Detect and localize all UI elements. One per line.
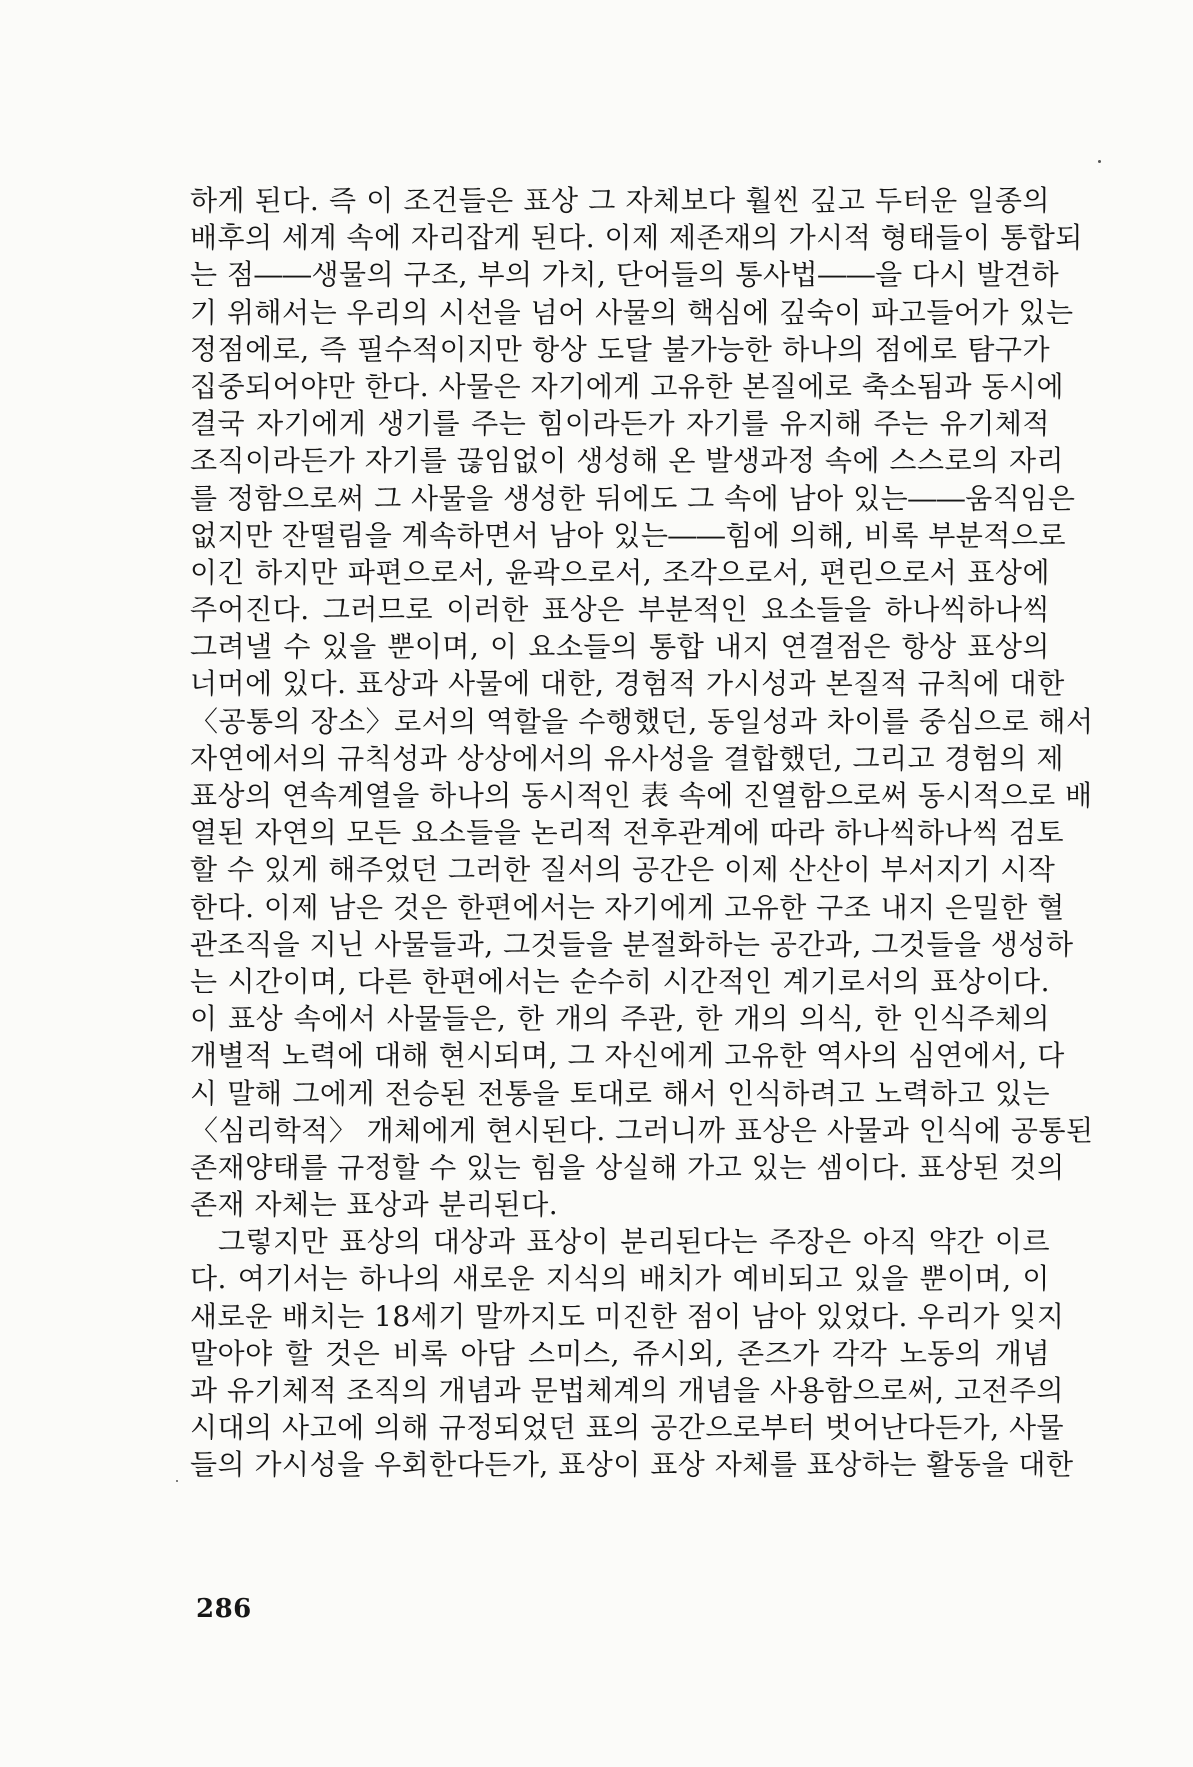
text-line: 존재양태를 규정할 수 있는 힘을 상실해 가고 있는 셈이다. 표상된 것의 [190,1150,1065,1184]
text-line: 들의 가시성을 우회한다든가, 표상이 표상 자체를 표상하는 활동을 대한 [190,1448,1074,1482]
text-line: 주어진다. 그러므로 이러한 표상은 부분적인 요소들을 하나씩하나씩 [190,593,1050,627]
text-line: 그려낼 수 있을 뿐이며, 이 요소들의 통합 내지 연결점은 항상 표상의 [190,630,1050,664]
text-line: 할 수 있게 해주었던 그러한 질서의 공간은 이제 산산이 부서지기 시작 [190,853,1056,887]
text-line: 를 정함으로써 그 사물을 생성한 뒤에도 그 속에 남아 있는――움직임은 [190,481,1076,515]
text-line: 는 점――생물의 구조, 부의 가치, 단어들의 통사법――을 다시 발견하 [190,258,1060,292]
scan-speck [176,1480,178,1482]
text-line: 존재 자체는 표상과 분리된다. [190,1188,559,1222]
text-line: 다. 여기서는 하나의 새로운 지식의 배치가 예비되고 있을 뿐이며, 이 [190,1262,1050,1296]
text-line: 말아야 할 것은 비록 아담 스미스, 쥬시외, 존즈가 각각 노동의 개념 [190,1336,1050,1370]
page-number: 286 [196,1594,252,1624]
text-line: 집중되어야만 한다. 사물은 자기에게 고유한 본질에로 축소됨과 동시에 [190,369,1065,403]
text-line: 결국 자기에게 생기를 주는 힘이라든가 자기를 유지해 주는 유기체적 [190,407,1050,441]
text-line: 〈공통의 장소〉로서의 역할을 수행했던, 동일성과 차이를 중심으로 해서 [190,704,1094,738]
text-line: 는 시간이며, 다른 한편에서는 순수히 시간적인 계기로서의 표상이다. [190,964,1050,998]
text-line: 과 유기체적 조직의 개념과 문법체계의 개념을 사용함으로써, 고전주의 [190,1374,1065,1407]
text-line: 시 말해 그에게 전승된 전통을 토대로 해서 인식하려고 노력하고 있는 [190,1076,1050,1110]
text-line: 새로운 배치는 18세기 말까지도 미진한 점이 남아 있었다. 우리가 잊지 [190,1299,1065,1333]
text-line: 배후의 세계 속에 자리잡게 된다. 이제 제존재의 가시적 형태들이 통합되 [190,221,1083,255]
text-line: 조직이라든가 자기를 끊임없이 생성해 온 발생과정 속에 스스로의 자리 [190,444,1065,478]
text-line: 관조직을 지닌 사물들과, 그것들을 분절화하는 공간과, 그것들을 생성하 [190,927,1074,961]
text-line: 하게 된다. 즉 이 조건들은 표상 그 자체보다 훨씬 깊고 두터운 일종의 [190,184,1050,217]
paragraph [190,1223,1074,1483]
text-line: 이긴 하지만 파편으로서, 윤곽으로서, 조각으로서, 편린으로서 표상에 [190,555,1050,589]
text-line: 없지만 잔떨림을 계속하면서 남아 있는――힘에 의해, 비록 부분적으로 [190,518,1067,552]
paragraph [190,182,1094,1223]
scan-speck [1098,160,1101,163]
text-line: 열된 자연의 모든 요소들을 논리적 전후관계에 따라 하나씩하나씩 검토 [190,816,1065,850]
text-line: 표상의 연속계열을 하나의 동시적인 表 속에 진열함으로써 동시적으로 배 [190,779,1093,812]
text-line: 한다. 이제 남은 것은 한편에서는 자기에게 고유한 구조 내지 은밀한 혈 [190,890,1065,924]
text-line: 〈심리학적〉 개체에게 현시된다. 그러니까 표상은 사물과 인식에 공통된 [190,1113,1094,1147]
text-line: 그렇지만 표상의 대상과 표상이 분리된다는 주장은 아직 약간 이르 [218,1225,1050,1259]
text-line: 시대의 사고에 의해 규정되었던 표의 공간으로부터 벗어난다든가, 사물 [190,1411,1065,1445]
text-line: 정점에로, 즉 필수적이지만 항상 도달 불가능한 하나의 점에로 탐구가 [190,332,1050,366]
text-line: 너머에 있다. 표상과 사물에 대한, 경험적 가시성과 본질적 규칙에 대한 [190,667,1065,701]
text-line: 개별적 노력에 대해 현시되며, 그 자신에게 고유한 역사의 심연에서, 다 [190,1039,1065,1073]
page-body [190,182,1094,1484]
text-line: 이 표상 속에서 사물들은, 한 개의 주관, 한 개의 의식, 한 인식주체의 [190,1002,1050,1036]
text-line: 자연에서의 규칙성과 상상에서의 유사성을 결합했던, 그리고 경험의 제 [190,741,1065,775]
text-line: 기 위해서는 우리의 시선을 넘어 사물의 핵심에 깊숙이 파고들어가 있는 [190,295,1074,329]
